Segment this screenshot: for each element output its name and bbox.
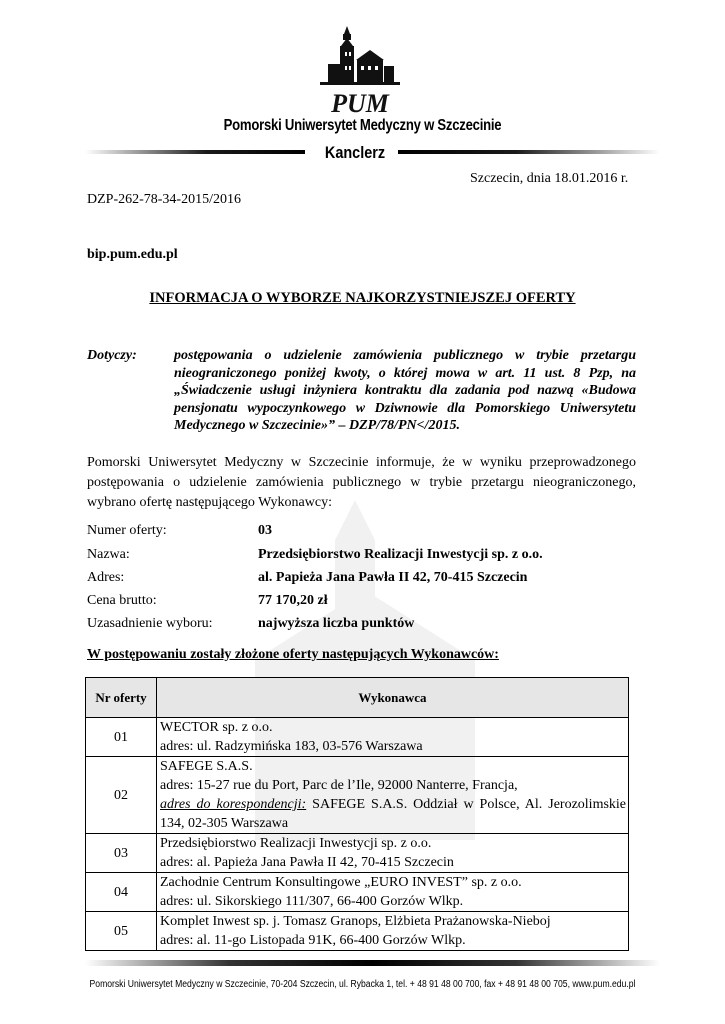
contractor-cell	[157, 757, 629, 834]
column-header-nr: Nr oferty	[86, 678, 157, 718]
winner-value-address: al. Papieża Jana Pawła II 42, 70-415 Szczecin	[258, 570, 528, 585]
contractor-cell	[157, 718, 629, 757]
winner-value-name: Przedsiębiorstwo Realizacji Inwestycji sp. z o.o.	[258, 547, 543, 562]
office-name: Kanclerz	[324, 143, 386, 162]
university-name: Pomorski Uniwersytet Medyczny w Szczecinie	[223, 117, 502, 134]
contractor-address: adres: 15-27 rue du Port, Parc de l’Ile, 92000 Nanterre, Francja,	[160, 778, 518, 793]
footer-contact: Pomorski Uniwersytet Medyczny w Szczecinie, 70-204 Szczecin, ul. Rybacka 1, tel. + 48 91 48 00 700, fax + 48 91 48 00 705, www.pum.edu.pl	[89, 979, 636, 990]
offers-table	[85, 677, 629, 951]
winner-label-name: Nazwa:	[87, 547, 130, 562]
table-row	[86, 912, 629, 951]
contractor-cell	[157, 834, 629, 873]
table-row	[86, 834, 629, 873]
contractor-name: Przedsiębiorstwo Realizacji Inwestycji sp. z o.o.	[160, 836, 432, 851]
offers-heading: W postępowaniu zostały złożone oferty następujących Wykonawców:	[87, 647, 499, 662]
offer-number: 02	[86, 757, 157, 834]
reference-number: DZP-262-78-34-2015/2016	[87, 192, 241, 207]
table-row	[86, 718, 629, 757]
university-logo	[300, 26, 420, 118]
correspondence-text: SAFEGE S.A.S. Oddział w Polsce, Al. Jerozolimskie 134, 02-305 Warszawa	[160, 797, 627, 831]
document-title: INFORMACJA O WYBORZE NAJKORZYSTNIEJSZEJ OFERTY	[149, 290, 576, 306]
winner-label-offer-number: Numer oferty:	[87, 523, 167, 538]
contractor-address: adres: al. 11-go Listopada 91K, 66-400 Gorzów Wlkp.	[160, 933, 466, 948]
contractor-cell	[157, 873, 629, 912]
contractor-name: Zachodnie Centrum Konsultingowe „EURO INVEST” sp. z o.o.	[160, 875, 522, 890]
winner-value-offer-number: 03	[258, 523, 272, 538]
contractor-address: adres: al. Papieża Jana Pawła II 42, 70-415 Szczecin	[160, 855, 454, 870]
header-rule-right	[398, 150, 660, 154]
table-header-row	[86, 678, 629, 718]
offer-number: 03	[86, 834, 157, 873]
contractor-address: adres: ul. Sikorskiego 111/307, 66-400 Gorzów Wlkp.	[160, 894, 464, 909]
winner-value-justification: najwyższa liczba punktów	[258, 616, 415, 631]
header-rule	[85, 143, 660, 167]
header-rule-left	[85, 150, 305, 154]
document-date: Szczecin, dnia 18.01.2016 r.	[470, 171, 629, 186]
contractor-address: adres: ul. Radzymińska 183, 03-576 Warszawa	[160, 739, 423, 754]
offer-number: 01	[86, 718, 157, 757]
bip-address: bip.pum.edu.pl	[87, 247, 178, 262]
subject-label: Dotyczy:	[87, 348, 137, 363]
winner-label-address: Adres:	[87, 570, 125, 585]
table-row	[86, 757, 629, 834]
offer-number: 04	[86, 873, 157, 912]
winner-label-justification: Uzasadnienie wyboru:	[87, 616, 213, 631]
offer-number: 05	[86, 912, 157, 951]
table-row	[86, 873, 629, 912]
subject-text: postępowania o udzielenie zamówienia publicznego w trybie przetargu nieograniczonego poniżej kwoty, o której mowa w art. 11 ust. 8 Pzp, na „Świadczenie usługi inżyniera kontraktu dla zadania pod nazwą «Budowa pensjonatu wypoczynkowego w Dziwnowie dla Pomorskiego Uniwersytetu Medycznego w Szczecinie»” – DZP/78/PN</2015.	[174, 348, 636, 433]
footer-rule	[85, 960, 660, 966]
column-header-contractor: Wykonawca	[157, 678, 629, 718]
correspondence-address	[160, 795, 626, 833]
winner-label-price: Cena brutto:	[87, 593, 157, 608]
contractor-cell	[157, 912, 629, 951]
contractor-name: WECTOR sp. z o.o.	[160, 720, 273, 735]
contractor-name: Komplet Inwest sp. j. Tomasz Granops, Elżbieta Prażanowska-Nieboj	[160, 914, 551, 929]
intro-paragraph: Pomorski Uniwersytet Medyczny w Szczecinie informuje, że w wyniku przeprowadzonego postępowania o udzielenie zamówienia publicznego w trybie przetargu nieograniczonego, wybrano ofertę następującego Wykonawcy:	[87, 455, 636, 510]
winner-value-price: 77 170,20 zł	[258, 593, 328, 608]
logo-text: PUM	[331, 89, 389, 118]
correspondence-label: adres do korespondencji:	[160, 797, 307, 812]
contractor-name: SAFEGE S.A.S.	[160, 759, 253, 774]
